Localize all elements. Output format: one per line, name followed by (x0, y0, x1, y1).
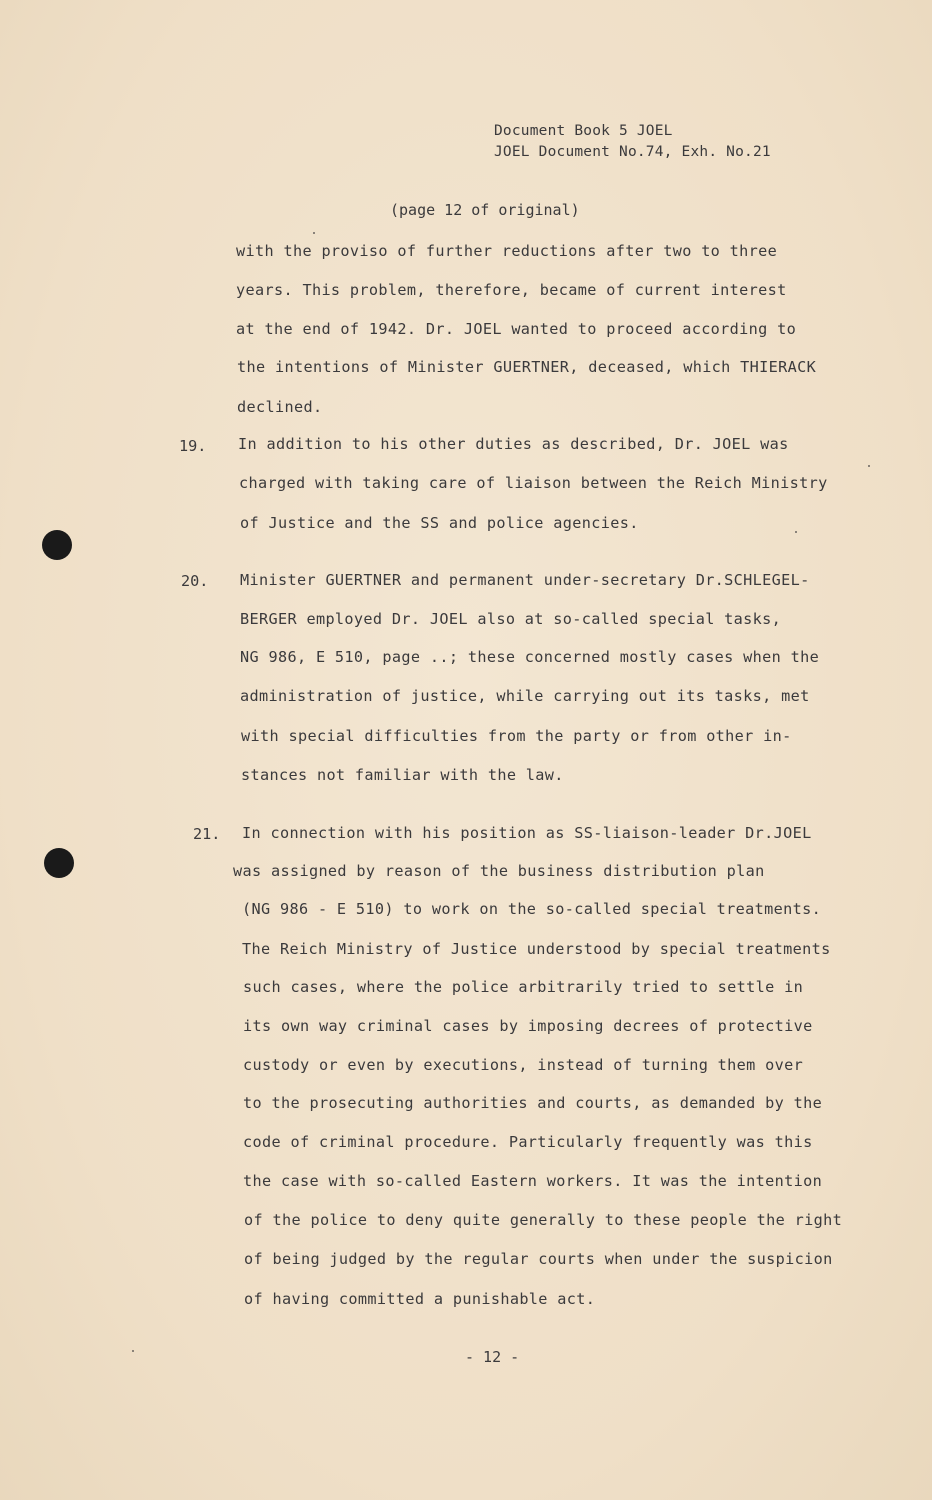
paragraph-number: 20. (181, 572, 209, 590)
paragraph-line: of Justice and the SS and police agencies. (240, 514, 639, 532)
punch-hole (44, 848, 74, 878)
speck (132, 1350, 134, 1352)
header-line-1: Document Book 5 JOEL (494, 123, 673, 139)
paragraph-line: of being judged by the regular courts when under the suspicion (244, 1250, 833, 1268)
paragraph-line: the case with so-called Eastern workers. It was the intention (243, 1172, 823, 1190)
paragraph-line: custody or even by executions, instead of turning them over (243, 1056, 804, 1074)
speck (313, 232, 315, 234)
intro-line: at the end of 1942. Dr. JOEL wanted to proceed according to (236, 320, 797, 338)
paragraph-line: Minister GUERTNER and permanent under-secretary Dr.SCHLEGEL- (240, 571, 810, 589)
paragraph-line: was assigned by reason of the business distribution plan (233, 862, 765, 880)
intro-line: the intentions of Minister GUERTNER, deceased, which THIERACK (237, 358, 817, 376)
paragraph-line: BERGER employed Dr. JOEL also at so-called special tasks, (240, 610, 782, 628)
paragraph-line: In addition to his other duties as described, Dr. JOEL was (238, 435, 789, 453)
paragraph-line: charged with taking care of liaison between the Reich Ministry (239, 474, 828, 492)
paragraph-line: administration of justice, while carrying out its tasks, met (240, 687, 810, 705)
paragraph-line: its own way criminal cases by imposing decrees of protective (243, 1017, 813, 1035)
paragraph-line: to the prosecuting authorities and courts, as demanded by the (243, 1094, 823, 1112)
document-header (494, 121, 771, 163)
paragraph-line: NG 986, E 510, page ..; these concerned mostly cases when the (240, 648, 820, 666)
paragraph-number: 21. (193, 825, 221, 843)
intro-line: years. This problem, therefore, became of current interest (236, 281, 787, 299)
intro-line: declined. (237, 398, 323, 416)
header-line-2: JOEL Document No.74, Exh. No.21 (494, 144, 771, 160)
page-reference: (page 12 of original) (390, 201, 580, 219)
paragraph-line: In connection with his position as SS-liaison-leader Dr.JOEL (242, 824, 812, 842)
speck (868, 465, 870, 467)
punch-hole (42, 530, 72, 560)
paragraph-line: (NG 986 - E 510) to work on the so-called special treatments. (242, 900, 822, 918)
paragraph-number: 19. (179, 437, 207, 455)
paragraph-line: such cases, where the police arbitrarily tried to settle in (243, 978, 804, 996)
page-number-footer: - 12 - (465, 1348, 520, 1366)
paragraph-line: of having committed a punishable act. (244, 1290, 596, 1308)
paragraph-line: of the police to deny quite generally to these people the right (244, 1211, 843, 1229)
paragraph-line: The Reich Ministry of Justice understood by special treatments (242, 940, 831, 958)
speck (795, 531, 797, 533)
intro-line: with the proviso of further reductions after two to three (236, 242, 778, 260)
paragraph-line: with special difficulties from the party or from other in- (241, 727, 792, 745)
paragraph-line: code of criminal procedure. Particularly frequently was this (243, 1133, 813, 1151)
paragraph-line: stances not familiar with the law. (241, 766, 564, 784)
